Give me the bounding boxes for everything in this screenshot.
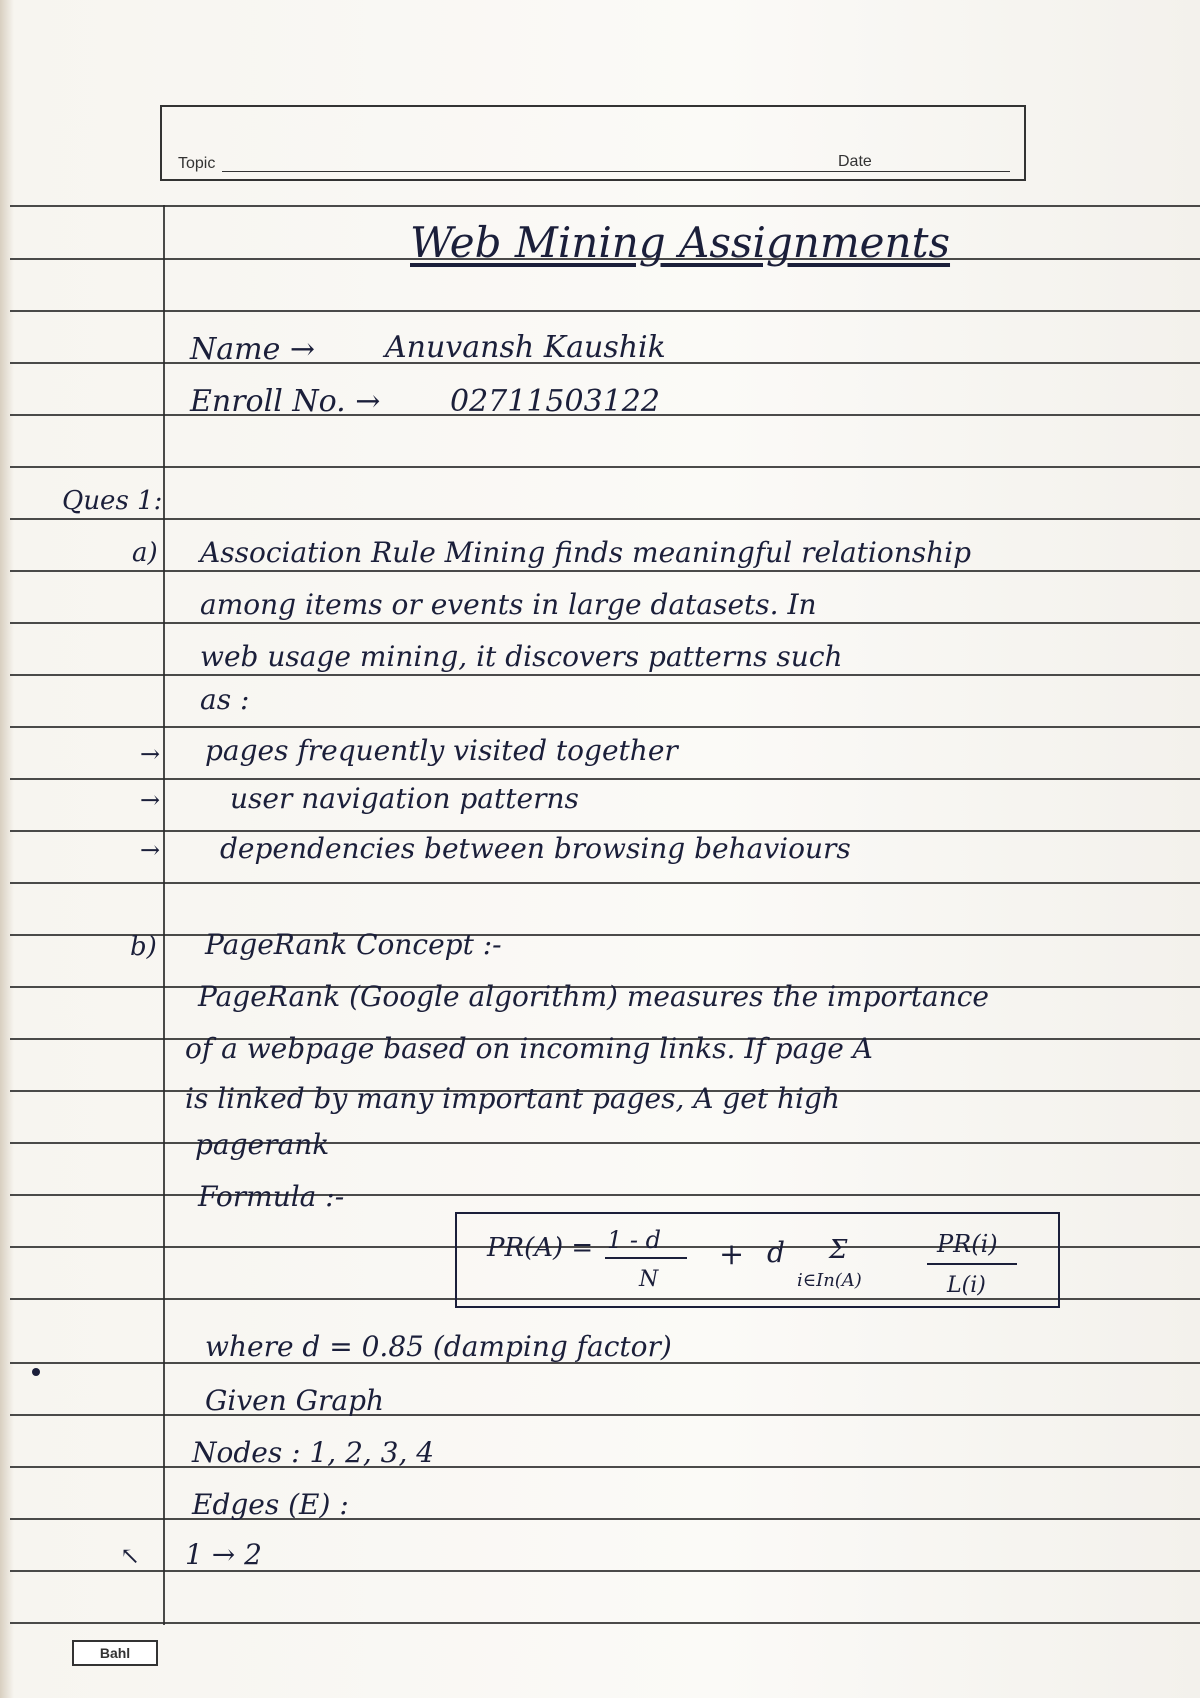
part-a-label: a) [132,538,158,568]
bullet-text: dependencies between browsing behaviours [220,832,851,865]
formula-frac1-den: N [639,1267,659,1292]
ruled-line [10,1414,1200,1416]
part-b-label: b) [130,932,157,962]
ruled-line [10,518,1200,520]
part-b-line: of a webpage based on incoming links. If page A [185,1032,873,1065]
topic-date-box [160,105,1026,181]
pagerank-formula [455,1212,1060,1308]
nodes-line: Nodes : 1, 2, 3, 4 [192,1436,435,1469]
ruled-line [10,1194,1200,1196]
bullet-arrow-icon: → [140,836,161,864]
ruled-line [10,934,1200,936]
part-a-line: as : [200,683,250,716]
ink-dot [26,1362,46,1382]
edge-line: 1 → 2 [185,1538,262,1571]
formula-frac2-num: PR(i) [937,1230,998,1258]
bullet-text: pages frequently visited together [205,734,678,767]
date-label: Date [838,153,872,170]
edges-line: Edges (E) : [192,1488,349,1521]
part-a-line: Association Rule Mining finds meaningful relationship [200,536,972,569]
formula-frac2-den: L(i) [947,1273,986,1298]
ruled-line [10,205,1200,207]
bullet-arrow-icon: → [140,740,161,768]
ruled-line [10,778,1200,780]
part-a-line: among items or events in large datasets. In [200,588,817,621]
topic-label: Topic [178,155,216,172]
ruled-line [10,726,1200,728]
formula-sum-index: i∈In(A) [797,1270,862,1291]
part-b-line: PageRank (Google algorithm) measures the importance [198,980,989,1013]
ruled-line [10,1622,1200,1624]
date-line [882,171,1010,172]
name-label: Name → [190,332,316,367]
part-b-line: pagerank [195,1128,330,1161]
enroll-value: 02711503122 [450,384,660,419]
ruled-line [10,466,1200,468]
question-label: Ques 1: [62,486,163,516]
ruled-line [10,1142,1200,1144]
edge-marker-icon: ↖ [120,1542,141,1570]
bullet-arrow-icon: → [140,786,161,814]
ruled-line [10,1518,1200,1520]
formula-d: d [767,1236,785,1269]
ruled-line [10,882,1200,884]
formula-frac1-num: 1 - d [607,1226,661,1254]
ruled-line [10,570,1200,572]
name-value: Anuvansh Kaushik [385,330,666,365]
damping-factor-line: where d = 0.85 (damping factor) [205,1330,672,1363]
formula-plus: + [719,1237,745,1272]
ruled-line [10,674,1200,676]
formula-lhs: PR(A) = [487,1233,594,1263]
part-b-heading: PageRank Concept :- [205,928,502,961]
ruled-line [10,622,1200,624]
part-a-line: web usage mining, it discovers patterns such [200,640,843,673]
notebook-brand-logo: Bahl [72,1640,158,1666]
enroll-label: Enroll No. → [190,384,381,419]
part-b-line: is linked by many important pages, A get high [185,1082,840,1115]
bullet-text: user navigation patterns [230,782,579,815]
formula-sigma: Σ [829,1235,848,1265]
topic-line [222,171,982,172]
formula-label: Formula :- [198,1180,345,1213]
ruled-line [10,310,1200,312]
page-title: Web Mining Assignments [410,218,951,267]
formula-drawing [457,1214,1062,1310]
margin-line [163,205,165,1625]
ruled-line [10,1466,1200,1468]
given-graph-label: Given Graph [205,1384,385,1417]
